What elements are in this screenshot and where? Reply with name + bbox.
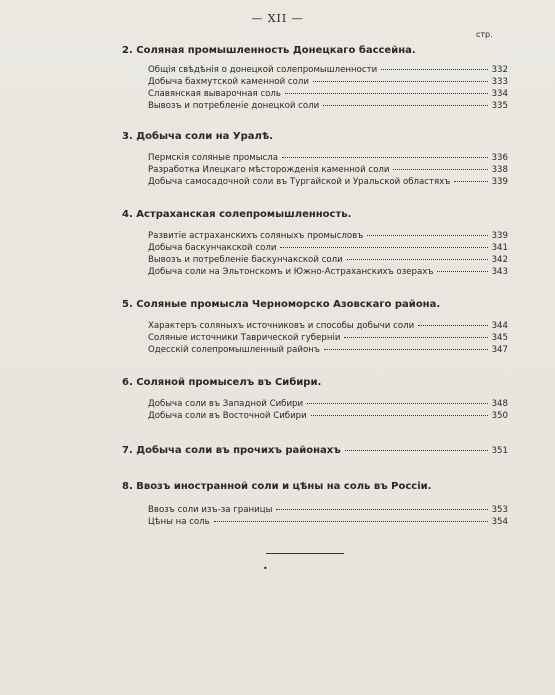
- entry-text: Вывозъ и потребленіе баскунчакской соли: [148, 255, 343, 265]
- entry-text: Добыча соли въ Западной Сибири: [148, 399, 304, 409]
- entry-page-number: 341: [491, 243, 508, 253]
- entry-text: Общія свѣдѣнія о донецкой солепромышленности: [148, 65, 378, 75]
- section-entries: [148, 152, 508, 188]
- toc-section: [122, 130, 508, 188]
- toc-entry: [148, 176, 508, 188]
- section-title: 4. Астраханская солепромышленность.: [122, 209, 352, 220]
- entry-text: Добыча бахмутской каменной соли: [148, 77, 309, 87]
- dot-leader: [344, 337, 487, 338]
- dot-leader: [418, 325, 487, 326]
- entry-page-number: 353: [491, 505, 508, 515]
- entry-page-number: 347: [491, 345, 508, 355]
- section-title: 2. Соляная промышленность Донецкаго бассейна.: [122, 45, 416, 56]
- entry-page-number: 354: [491, 517, 508, 527]
- toc-entry: [148, 242, 508, 254]
- entry-page-number: 336: [491, 153, 508, 163]
- section-title: 3. Добыча соли на Уралѣ.: [122, 131, 273, 142]
- section-title: 7. Добыча соли въ прочихъ районахъ: [122, 445, 341, 456]
- entry-text: Добыча баскунчакской соли: [148, 243, 277, 253]
- toc-entry: [148, 332, 508, 344]
- entry-page-number: 339: [491, 231, 508, 241]
- entry-text: Развитіе астраханскихъ соляныхъ промысловъ: [148, 231, 364, 241]
- entry-page-number: 335: [491, 101, 508, 111]
- dot-leader: [454, 181, 487, 182]
- toc-entry: [148, 344, 508, 356]
- entry-text: Одесскій солепромышленный районъ: [148, 345, 320, 355]
- dot-leader: [313, 81, 488, 82]
- dot-leader: [311, 415, 488, 416]
- table-of-contents: [122, 44, 508, 528]
- entry-text: Добыча соли въ Восточной Сибири: [148, 411, 307, 421]
- closing-rule: [266, 553, 344, 554]
- toc-section: [122, 298, 508, 356]
- entry-text: Соляные источники Таврической губерніи: [148, 333, 341, 343]
- section-title: 5. Соляные промысла Черноморско Азовскаго района.: [122, 299, 441, 310]
- toc-entry: [148, 164, 508, 176]
- entry-page-number: 348: [491, 399, 508, 409]
- entry-page-number: 350: [491, 411, 508, 421]
- entry-text: Характеръ соляныхъ источниковъ и способы добычи соли: [148, 321, 415, 331]
- toc-entry: [148, 152, 508, 164]
- dot-leader: [285, 93, 488, 94]
- toc-section: [122, 44, 508, 112]
- toc-entry: [148, 398, 508, 410]
- section-title-row: [122, 444, 508, 458]
- entry-page-number: 333: [491, 77, 508, 87]
- ornament-dot: •: [263, 564, 268, 573]
- section-page-number: 351: [491, 446, 508, 456]
- toc-entry: [148, 516, 508, 528]
- toc-entry: [148, 100, 508, 112]
- toc-entry: [148, 266, 508, 278]
- dot-leader: [367, 235, 487, 236]
- toc-entry: [148, 320, 508, 332]
- dot-leader: [307, 403, 487, 404]
- dot-leader: [345, 450, 488, 451]
- section-entries: [148, 398, 508, 422]
- dot-leader: [280, 247, 487, 248]
- section-entries: [148, 230, 508, 278]
- toc-section: [122, 480, 508, 528]
- dot-leader: [214, 521, 488, 522]
- dot-leader: [347, 259, 488, 260]
- entry-text: Разработка Илецкаго мѣсторожденія каменной соли: [148, 165, 390, 175]
- dot-leader: [276, 509, 487, 510]
- section-entries: [148, 504, 508, 528]
- toc-entry: [148, 76, 508, 88]
- toc-entry: [148, 410, 508, 422]
- entry-page-number: 342: [491, 255, 508, 265]
- dot-leader: [282, 157, 488, 158]
- toc-entry: [148, 230, 508, 242]
- entry-text: Вывозъ и потребленіе донецкой соли: [148, 101, 320, 111]
- entry-text: Пермскія соляные промысла: [148, 153, 279, 163]
- toc-entry: [148, 88, 508, 100]
- toc-entry: [148, 64, 508, 76]
- section-title: 6. Соляной промыселъ въ Сибири.: [122, 377, 322, 388]
- entry-page-number: 332: [491, 65, 508, 75]
- toc-entry: [148, 504, 508, 516]
- entry-page-number: 338: [491, 165, 508, 175]
- entry-text: Добыча самосадочной соли въ Тургайской и Уральской областяхъ: [148, 177, 451, 187]
- toc-section: [122, 208, 508, 278]
- entry-page-number: 345: [491, 333, 508, 343]
- entry-text: Цѣны на соль: [148, 517, 210, 527]
- toc-section: [122, 376, 508, 422]
- dot-leader: [393, 169, 487, 170]
- dot-leader: [437, 271, 487, 272]
- dot-leader: [381, 69, 487, 70]
- dot-leader: [324, 349, 488, 350]
- entry-page-number: 339: [491, 177, 508, 187]
- page-column-label: стр.: [476, 30, 493, 39]
- entry-page-number: 334: [491, 89, 508, 99]
- section-entries: [148, 320, 508, 356]
- toc-entry: [148, 254, 508, 266]
- entry-page-number: 343: [491, 267, 508, 277]
- entry-text: Добыча соли на Эльтонскомъ и Южно-Астраханскихъ озерахъ: [148, 267, 434, 277]
- entry-text: Славянская выварочная соль: [148, 89, 281, 99]
- dot-leader: [323, 105, 487, 106]
- entry-text: Ввозъ соли изъ-за границы: [148, 505, 273, 515]
- page-header: — XII —: [251, 12, 304, 25]
- section-entries: [148, 64, 508, 112]
- section-title: 8. Ввозъ иностранной соли и цѣны на соль въ Россіи.: [122, 481, 432, 492]
- entry-page-number: 344: [491, 321, 508, 331]
- toc-section: [122, 444, 508, 458]
